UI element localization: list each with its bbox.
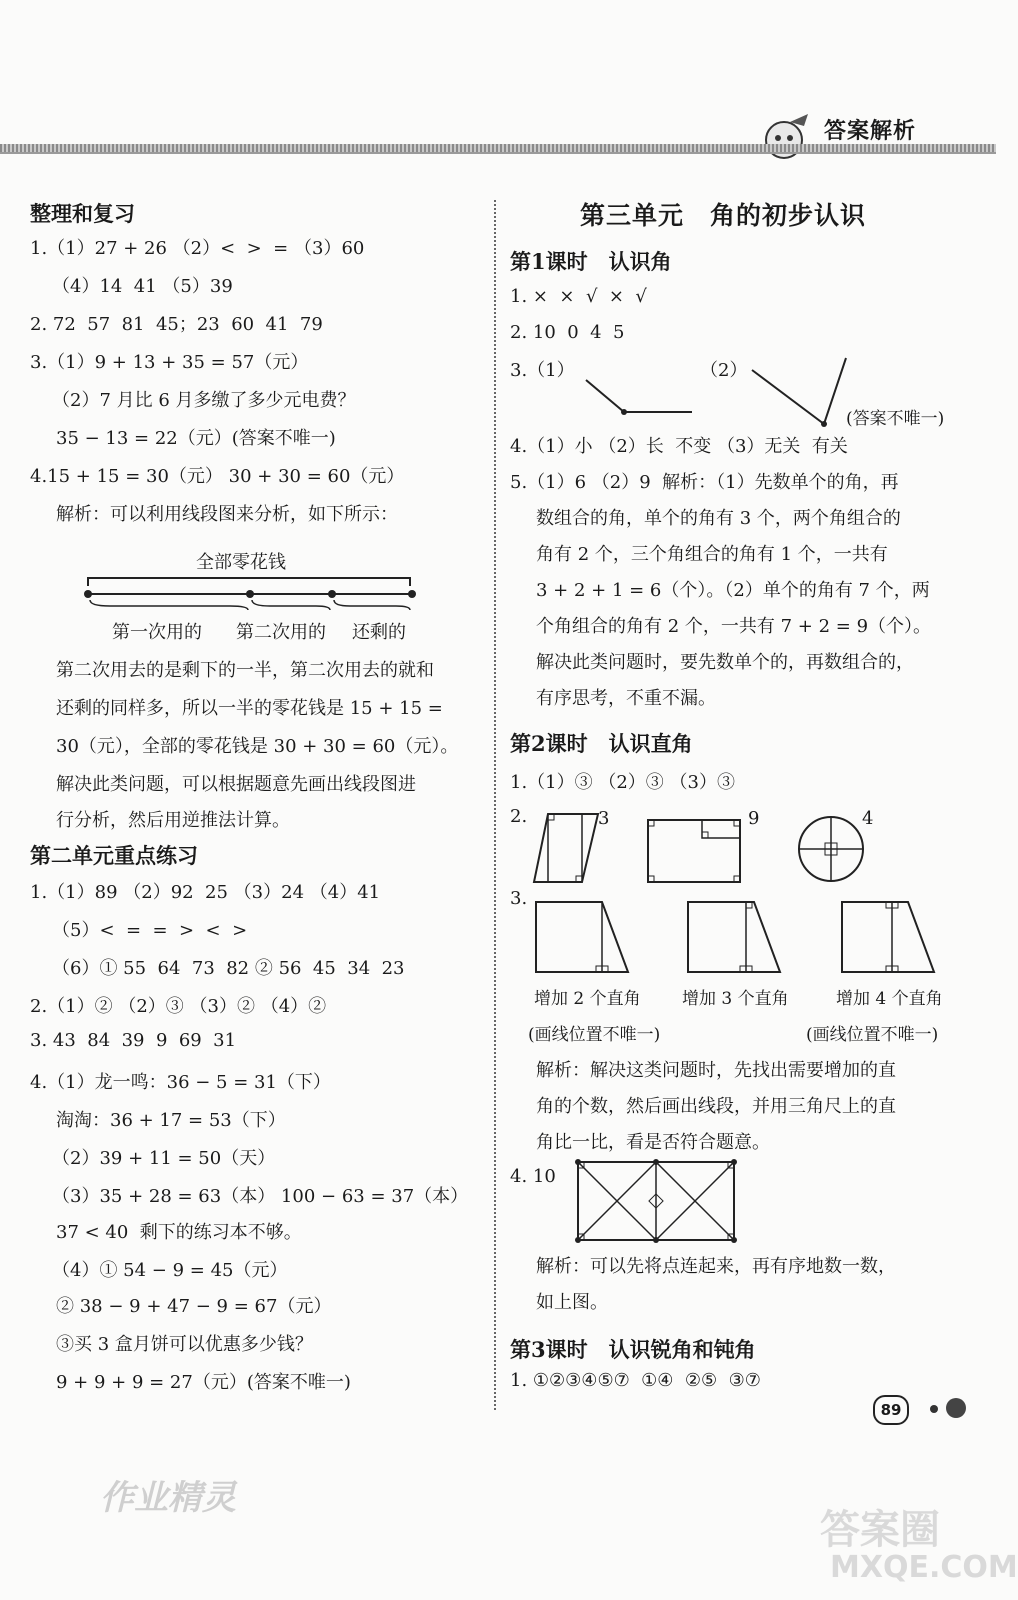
- angle-drawing-2: [750, 356, 850, 428]
- mascot-logo-icon: [760, 112, 816, 162]
- analysis-line: 有序思考，不重不漏。: [536, 688, 716, 709]
- figure-caption: 增加 4 个直角: [836, 989, 943, 1009]
- answer-line: ② 38 − 9 + 47 − 9 = 67（元）: [56, 1296, 332, 1317]
- answer-line: 3.（1）9 + 13 + 35 = 57（元）: [30, 352, 309, 373]
- answer-line: 35 − 13 = 22（元）(答案不唯一): [56, 428, 336, 449]
- answer-line: 2. 72 57 81 45；23 60 41 79: [30, 314, 323, 335]
- answer-line: 4. 10: [510, 1166, 556, 1187]
- section-title: 整理和复习: [30, 201, 135, 226]
- analysis-line: 解析：解决这类问题时，先找出需要增加的直: [536, 1060, 896, 1081]
- analysis-line: 行分析，然后用逆推法计算。: [56, 810, 290, 831]
- page-number: 89: [873, 1395, 909, 1425]
- answer-line: 4.（1）龙一鸣：36 − 5 = 31（下）: [30, 1072, 331, 1093]
- answer-line: （2）: [700, 360, 748, 381]
- analysis-line: 角比一比，看是否符合题意。: [536, 1132, 770, 1153]
- figure-caption: 增加 3 个直角: [682, 989, 789, 1009]
- diagram-label-second: 第二次用的: [236, 622, 326, 643]
- page-dot-icon: [930, 1405, 938, 1413]
- note-text: (答案不唯一): [846, 409, 945, 429]
- figure-caption: 增加 2 个直角: [534, 989, 641, 1009]
- answer-line: 4.（1）小 （2）长 不变 （3）无关 有关: [510, 436, 848, 457]
- answer-line: （6）① 55 64 73 82 ② 56 45 34 23: [52, 958, 405, 979]
- note-text: (画线位置不唯一): [806, 1025, 939, 1045]
- analysis-line: 解析：可以利用线段图来分析，如下所示：: [56, 504, 398, 525]
- watermark: 答案圈: [820, 1507, 940, 1553]
- answer-line: 3.（1）: [510, 360, 575, 381]
- figure-count: 3: [598, 808, 610, 829]
- figure-count: 9: [748, 808, 760, 829]
- answer-line: （2）39 + 11 = 50（天）: [52, 1148, 276, 1169]
- diagram-label-remaining: 还剩的: [352, 622, 406, 643]
- answer-line: 1.（1）27 + 26 （2）< > = （3）60: [30, 238, 365, 259]
- column-divider: [494, 200, 496, 1410]
- answer-line: 1. ①②③④⑤⑦ ①④ ②⑤ ③⑦: [510, 1370, 761, 1391]
- trapezoid-figure-2: [686, 900, 782, 974]
- answer-line: 1. × × √ × √: [510, 286, 647, 307]
- answer-line: 2. 10 0 4 5: [510, 322, 625, 343]
- lesson-title: 第2课时 认识直角: [510, 731, 693, 756]
- answer-line: 37 < 40 剩下的练习本不够。: [56, 1222, 302, 1243]
- circle-figure: [796, 814, 866, 884]
- answer-line: （3）35 + 28 = 63（本） 100 − 63 = 37（本）: [52, 1186, 469, 1207]
- answer-line: ③买 3 盒月饼可以优惠多少钱？: [56, 1334, 313, 1355]
- analysis-line: 第二次用去的是剩下的一半，第二次用去的就和: [56, 660, 434, 681]
- analysis-line: 解析：可以先将点连起来，再有序地数一数，: [536, 1256, 896, 1277]
- diagram-label-total: 全部零花钱: [196, 552, 286, 573]
- right-angle-grid-figure: [576, 1160, 736, 1242]
- analysis-line: 数组合的角，单个的角有 3 个，两个角组合的: [536, 508, 901, 529]
- analysis-line: 如上图。: [536, 1292, 608, 1313]
- answer-line: 2.（1）② （2）③ （3）② （4）②: [30, 996, 327, 1017]
- page-dot-icon: [946, 1398, 966, 1418]
- section-title: 第二单元重点练习: [30, 843, 198, 868]
- header-band: [0, 144, 996, 152]
- analysis-line: 角的个数，然后画出线段，并用三角尺上的直: [536, 1096, 896, 1117]
- header-rule: [0, 152, 996, 154]
- analysis-line: 个角组合的角有 2 个，一共有 7 + 2 = 9（个）。: [536, 616, 932, 637]
- note-text: (画线位置不唯一): [528, 1025, 661, 1045]
- answer-line: 4.15 + 15 = 30（元） 30 + 30 = 60（元）: [30, 466, 405, 487]
- trapezoid-figure-3: [840, 900, 936, 974]
- figure-count: 4: [862, 808, 874, 829]
- segment-diagram: [80, 572, 430, 612]
- answer-line: 2.: [510, 806, 528, 827]
- answer-line: 淘淘：36 + 17 = 53（下）: [56, 1110, 286, 1131]
- answer-line: （4）① 54 − 9 = 45（元）: [52, 1260, 288, 1281]
- answer-line: 5.（1）6 （2）9 解析：（1）先数单个的角，再: [510, 472, 899, 493]
- answer-line: 1.（1）③ （2）③ （3）③: [510, 772, 735, 793]
- rectangle-figure: [646, 818, 746, 884]
- trapezoid-figure-1: [534, 900, 630, 974]
- header-title: 答案解析: [824, 118, 917, 144]
- answer-line: （5）< = = > < >: [52, 920, 248, 941]
- analysis-line: 30（元），全部的零花钱是 30 + 30 = 60（元）。: [56, 736, 459, 757]
- watermark: MXQE.COM: [830, 1550, 1018, 1585]
- answer-line: （2）7 月比 6 月多缴了多少元电费？: [52, 390, 356, 411]
- answer-line: 1.（1）89 （2）92 25 （3）24 （4）41: [30, 882, 381, 903]
- parallelogram-figure: [532, 812, 602, 884]
- answer-line: 3.: [510, 888, 528, 909]
- unit-title: 第三单元 角的初步认识: [580, 201, 867, 230]
- answer-line: 9 + 9 + 9 = 27（元）(答案不唯一): [56, 1372, 351, 1393]
- angle-drawing-1: [584, 378, 694, 418]
- lesson-title: 第1课时 认识角: [510, 249, 672, 274]
- lesson-title: 第3课时 认识锐角和钝角: [510, 1337, 756, 1362]
- watermark: 作业精灵: [100, 1478, 236, 1518]
- diagram-label-first: 第一次用的: [112, 622, 202, 643]
- answer-line: 3. 43 84 39 9 69 31: [30, 1030, 237, 1051]
- analysis-line: 解决此类问题，可以根据题意先画出线段图进: [56, 774, 416, 795]
- analysis-line: 3 + 2 + 1 = 6（个）。（2）单个的角有 7 个，两: [536, 580, 930, 601]
- answer-line: （4）14 41 （5）39: [52, 276, 233, 297]
- analysis-line: 解决此类问题时，要先数单个的，再数组合的，: [536, 652, 914, 673]
- analysis-line: 还剩的同样多，所以一半的零花钱是 15 + 15 =: [56, 698, 443, 719]
- analysis-line: 角有 2 个，三个角组合的角有 1 个，一共有: [536, 544, 888, 565]
